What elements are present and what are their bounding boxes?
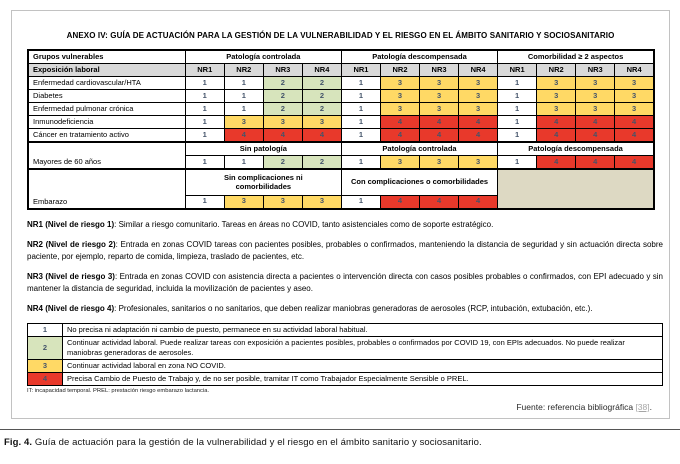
row-label: Embarazo xyxy=(28,169,185,209)
nr-header: NR3 xyxy=(576,64,615,77)
risk-cell: 4 xyxy=(615,116,654,129)
risk-cell: 1 xyxy=(341,116,380,129)
risk-cell: 4 xyxy=(615,129,654,143)
risk-cell: 3 xyxy=(380,90,419,103)
header-row xyxy=(28,50,654,64)
risk-cell: 4 xyxy=(263,129,302,143)
risk-cell: 3 xyxy=(615,77,654,90)
risk-cell: 1 xyxy=(341,90,380,103)
nr-header: NR2 xyxy=(537,64,576,77)
risk-cell: 1 xyxy=(224,156,263,170)
risk-cell: 3 xyxy=(459,156,498,170)
group-header: Patología descompensada xyxy=(341,50,497,64)
risk-cell: 4 xyxy=(420,129,459,143)
risk-cell: 2 xyxy=(302,103,341,116)
legend-description: No precisa ni adaptación ni cambio de puesto, permanece en su actividad laboral habitual. xyxy=(63,323,663,336)
annex-title: ANEXO IV: GUÍA DE ACTUACIÓN PARA LA GESTIÓN DE LA VULNERABILIDAD Y EL RIESGO EN EL ÁMBITO SANITARIO Y SOCIOSANITARIO xyxy=(66,31,615,40)
row-label: Enfermedad pulmonar crónica xyxy=(28,103,185,116)
risk-cell: 3 xyxy=(380,156,419,170)
risk-cell: 1 xyxy=(224,77,263,90)
risk-cell: 4 xyxy=(615,156,654,170)
definition-nr4 xyxy=(27,303,663,315)
nr-header: NR1 xyxy=(185,64,224,77)
risk-cell: 3 xyxy=(615,103,654,116)
definition-term: NR3 (Nivel de riesgo 3) xyxy=(27,271,115,281)
nr-header: NR4 xyxy=(615,64,654,77)
row-label: Enfermedad cardiovascular/HTA xyxy=(28,77,185,90)
source-suffix: . xyxy=(649,402,652,413)
risk-cell: 3 xyxy=(615,90,654,103)
risk-cell: 3 xyxy=(263,195,302,209)
age-subheader-row xyxy=(28,142,654,156)
risk-level-definitions xyxy=(27,219,663,315)
nr-header: NR3 xyxy=(420,64,459,77)
risk-cell: 4 xyxy=(576,116,615,129)
risk-cell: 4 xyxy=(537,116,576,129)
risk-cell: 3 xyxy=(459,90,498,103)
risk-cell: 1 xyxy=(341,156,380,170)
risk-cell: 2 xyxy=(302,90,341,103)
definition-nr2 xyxy=(27,239,663,263)
nr-header: NR1 xyxy=(341,64,380,77)
definition-nr1 xyxy=(27,219,663,231)
risk-cell: 1 xyxy=(341,129,380,143)
definition-term: NR1 (Nivel de riesgo 1) xyxy=(27,219,115,229)
row-label: Mayores de 60 años xyxy=(28,142,185,169)
risk-cell: 4 xyxy=(459,129,498,143)
group-header: Patología controlada xyxy=(185,50,341,64)
risk-cell: 3 xyxy=(537,90,576,103)
risk-cell: 3 xyxy=(537,77,576,90)
table-row xyxy=(28,90,654,103)
risk-cell: 4 xyxy=(537,156,576,170)
legend-level: 3 xyxy=(28,359,63,372)
risk-cell: 4 xyxy=(380,195,419,209)
risk-cell: 1 xyxy=(185,129,224,143)
corner-header: Grupos vulnerables xyxy=(28,50,185,64)
risk-cell: 1 xyxy=(341,195,380,209)
risk-cell: 1 xyxy=(185,116,224,129)
risk-cell: 1 xyxy=(498,77,537,90)
risk-cell: 3 xyxy=(224,116,263,129)
risk-cell: 3 xyxy=(224,195,263,209)
table-row xyxy=(28,129,654,143)
definition-term: NR2 (Nivel de riesgo 2) xyxy=(27,239,116,249)
risk-cell: 4 xyxy=(380,116,419,129)
risk-cell: 2 xyxy=(302,77,341,90)
legend-level: 2 xyxy=(28,336,63,359)
caption-divider xyxy=(0,429,680,430)
risk-cell: 4 xyxy=(380,129,419,143)
figure-caption-label: Fig. 4. xyxy=(4,437,33,448)
risk-cell: 3 xyxy=(420,90,459,103)
risk-cell: 3 xyxy=(380,77,419,90)
sub-group-header: Patología descompensada xyxy=(498,142,654,156)
risk-cell: 4 xyxy=(576,129,615,143)
row-label: Cáncer en tratamiento activo xyxy=(28,129,185,143)
definition-text: : Profesionales, sanitarios o no sanitarios, que deben realizar maniobras generadoras de aerosoles (RCP, intubación, extubación, etc.). xyxy=(114,303,593,313)
annex-panel xyxy=(11,10,670,419)
risk-cell: 3 xyxy=(576,77,615,90)
risk-cell: 2 xyxy=(263,90,302,103)
sub-group-header: Patología controlada xyxy=(341,142,497,156)
group-header: Comorbilidad ≥ 2 aspectos xyxy=(498,50,654,64)
definition-text: : Entrada en zonas COVID con asistencia directa a pacientes o intervención directa con casos posibles probables o confirmados, con EPI adecuado y sin mantener la distancia de seguridad, incluida la movilización de pacientes y aseo. xyxy=(27,271,664,293)
risk-cell: 1 xyxy=(498,103,537,116)
legend-row xyxy=(28,373,663,386)
risk-cell: 1 xyxy=(498,90,537,103)
figure-caption-text: Guía de actuación para la gestión de la vulnerabilidad y el riesgo en el ámbito sanitario y sociosanitario. xyxy=(32,437,482,448)
risk-cell: 1 xyxy=(185,156,224,170)
risk-cell: 1 xyxy=(341,77,380,90)
risk-cell: 3 xyxy=(576,90,615,103)
nr-header: NR4 xyxy=(302,64,341,77)
legend-table xyxy=(27,323,663,387)
pregnancy-subheader-row xyxy=(28,169,654,195)
sub-group-header: Sin complicaciones ni comorbilidades xyxy=(185,169,341,195)
table-row xyxy=(28,116,654,129)
legend-level: 1 xyxy=(28,323,63,336)
risk-cell: 3 xyxy=(263,116,302,129)
sub-group-header: Con complicaciones o comorbilidades xyxy=(341,169,497,195)
legend-level: 4 xyxy=(28,373,63,386)
risk-cell: 3 xyxy=(459,77,498,90)
source-prefix: Fuente: referencia bibliográfica xyxy=(516,402,636,413)
risk-cell: 4 xyxy=(459,116,498,129)
risk-cell: 1 xyxy=(498,156,537,170)
nr-header: NR3 xyxy=(263,64,302,77)
risk-cell: 4 xyxy=(576,156,615,170)
risk-cell: 1 xyxy=(341,103,380,116)
risk-cell: 1 xyxy=(498,116,537,129)
exposure-header: Exposición laboral xyxy=(28,64,185,77)
risk-cell: 2 xyxy=(263,77,302,90)
nr-header-row xyxy=(28,64,654,77)
risk-cell: 3 xyxy=(420,103,459,116)
definition-nr3 xyxy=(27,271,663,295)
definition-term: NR4 (Nivel de riesgo 4) xyxy=(27,303,115,313)
legend-description: Continuar actividad laboral en zona NO COVID. xyxy=(63,359,663,372)
risk-cell: 3 xyxy=(576,103,615,116)
legend-row xyxy=(28,336,663,359)
risk-cell: 1 xyxy=(224,103,263,116)
nr-header: NR2 xyxy=(380,64,419,77)
reference-link[interactable]: [38] xyxy=(635,402,650,413)
source-line xyxy=(27,402,654,412)
table-row xyxy=(28,103,654,116)
risk-cell: 4 xyxy=(420,116,459,129)
risk-cell: 3 xyxy=(302,116,341,129)
risk-matrix-table xyxy=(27,49,655,210)
legend-description: Continuar actividad laboral. Puede realizar tareas con exposición a pacientes posibles, probables o confirmados por COVID 19, con EPIs adecuados. No puede realizar maniobras generadoras de aerosoles. xyxy=(63,336,663,359)
risk-cell: 1 xyxy=(185,103,224,116)
risk-cell: 4 xyxy=(420,195,459,209)
risk-cell: 1 xyxy=(498,129,537,143)
risk-cell: 4 xyxy=(459,195,498,209)
risk-cell: 3 xyxy=(302,195,341,209)
risk-cell: 2 xyxy=(263,103,302,116)
risk-cell: 4 xyxy=(537,129,576,143)
nr-header: NR4 xyxy=(459,64,498,77)
risk-cell: 3 xyxy=(420,77,459,90)
empty-cell xyxy=(498,169,654,209)
risk-cell: 2 xyxy=(263,156,302,170)
nr-header: NR1 xyxy=(498,64,537,77)
figure-caption xyxy=(0,437,680,448)
risk-cell: 1 xyxy=(185,77,224,90)
risk-cell: 3 xyxy=(380,103,419,116)
risk-cell: 3 xyxy=(459,103,498,116)
legend-description: Precisa Cambio de Puesto de Trabajo y, de no ser posible, tramitar IT como Trabajador Especialmente Sensible o PREL. xyxy=(63,373,663,386)
risk-cell: 1 xyxy=(185,90,224,103)
risk-cell: 4 xyxy=(224,129,263,143)
risk-cell: 2 xyxy=(302,156,341,170)
risk-cell: 3 xyxy=(537,103,576,116)
risk-cell: 1 xyxy=(185,195,224,209)
row-label: Diabetes xyxy=(28,90,185,103)
legend-row xyxy=(28,323,663,336)
legend-row xyxy=(28,359,663,372)
definition-text: : Entrada en zonas COVID tareas con pacientes posibles, probables o confirmados, manteniendo la distancia de seguridad y sin actuación directa sobre paciente, por ejemplo, reparto de comida, limpieza, traslado de pacientes, etc. xyxy=(27,239,663,261)
row-label: Inmunodeficiencia xyxy=(28,116,185,129)
table-row xyxy=(28,77,654,90)
risk-cell: 3 xyxy=(420,156,459,170)
definition-text: : Similar a riesgo comunitario. Tareas en áreas no COVID, tanto asistenciales como de soporte estratégico. xyxy=(114,219,494,229)
risk-cell: 4 xyxy=(302,129,341,143)
sub-group-header: Sin patología xyxy=(185,142,341,156)
nr-header: NR2 xyxy=(224,64,263,77)
abbreviations-footnote: IT: incapacidad temporal. PREL: prestación riesgo embarazo lactancia. xyxy=(27,388,210,395)
risk-cell: 1 xyxy=(224,90,263,103)
